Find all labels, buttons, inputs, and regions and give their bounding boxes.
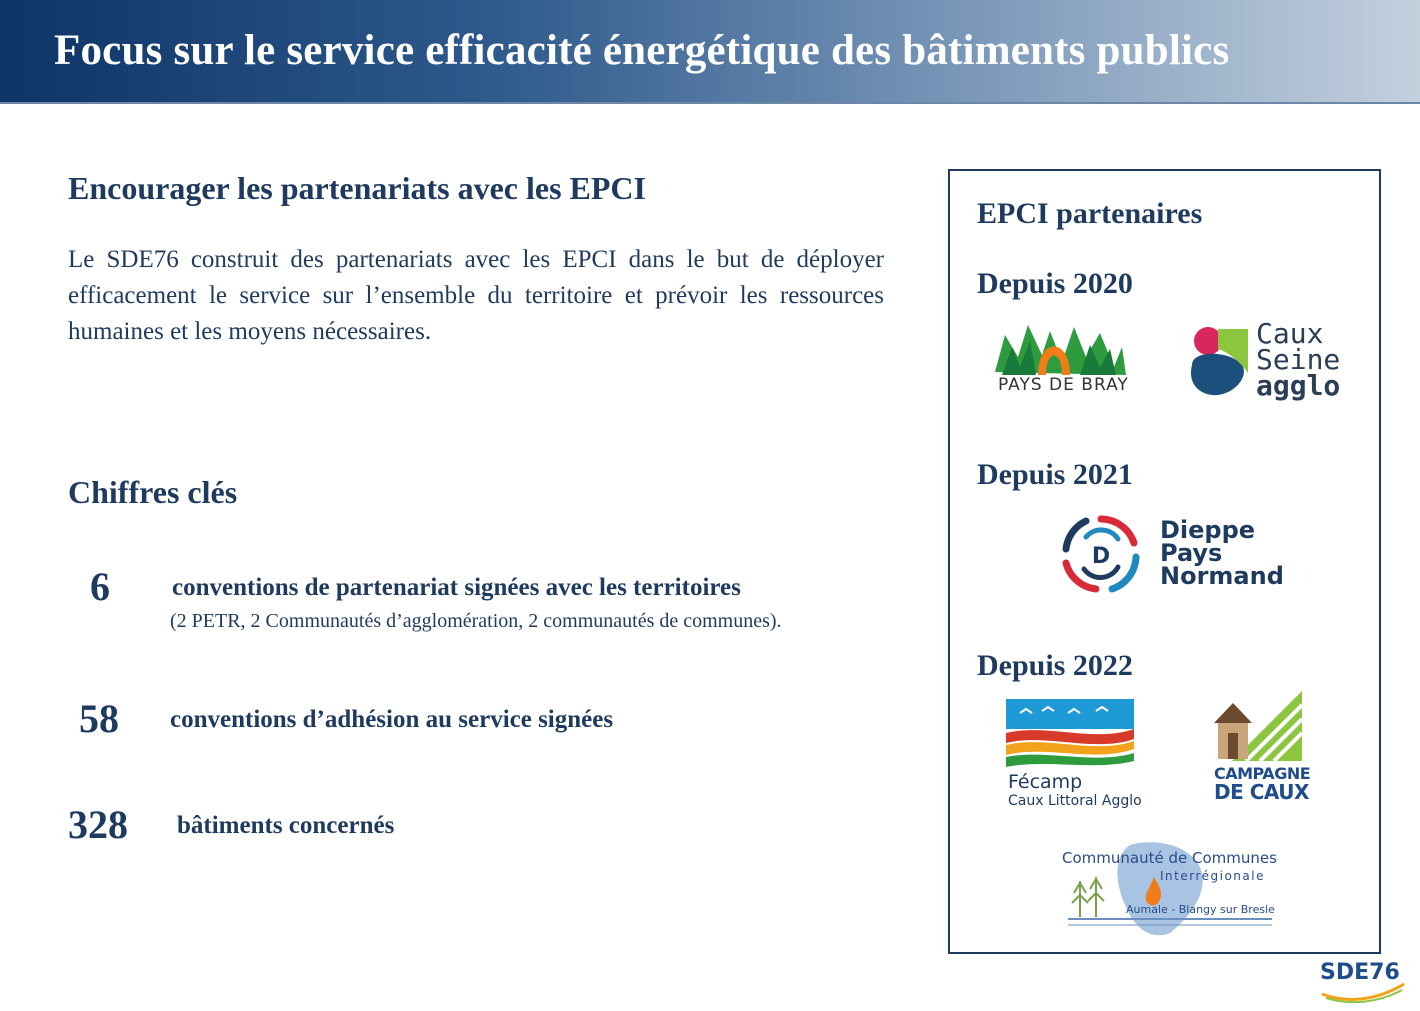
fecamp-caux-littoral-logo (1006, 699, 1156, 809)
caux-seine-mark (1182, 321, 1254, 401)
group-2020-label: Depuis 2020 (977, 267, 1133, 300)
stat-label: conventions d’adhésion au service signées (170, 706, 614, 733)
partners-title: EPCI partenaires (977, 197, 1203, 230)
dieppe-text: Dieppe Pays Normand (1160, 516, 1284, 590)
cc-interregionale-logo (1060, 837, 1280, 941)
stat-number: 328 (68, 802, 128, 847)
stat-detail: (2 PETR, 2 Communautés d’agglomération, 2 communautés de communes). (170, 610, 782, 632)
stat-label: conventions de partenariat signées avec les territoires (172, 574, 741, 601)
group-2022-label: Depuis 2022 (977, 649, 1133, 682)
caux-seine-text: Caux Seine agglo (1256, 317, 1341, 402)
svg-text:D: D (1091, 544, 1111, 569)
dieppe-pays-normand-logo (1056, 509, 1286, 601)
pays-de-bray-text: PAYS DE BRAY (998, 375, 1129, 395)
sde76-logo (1318, 960, 1408, 1004)
cc-interregionale-title: Communauté de Communes (1062, 849, 1277, 867)
header-banner (0, 0, 1420, 104)
fecamp-text: Fécamp (1008, 771, 1083, 793)
partners-box (948, 169, 1381, 954)
stat-number: 6 (90, 564, 110, 609)
sde76-text: SDE76 (1320, 960, 1400, 985)
pays-de-bray-logo (990, 317, 1130, 409)
fecamp-mark (1006, 699, 1134, 771)
group-2021-label: Depuis 2021 (977, 458, 1133, 491)
page-title: Focus sur le service efficacité énergétique des bâtiments publics (54, 27, 1230, 74)
dieppe-mark (1056, 509, 1146, 599)
cc-interregionale-subtitle: Interrégionale (1160, 869, 1265, 883)
campagne-de-caux-mark (1212, 685, 1302, 761)
caux-seine-agglo-logo (1182, 317, 1342, 405)
partnership-title: Encourager les partenariats avec les EPCI (68, 170, 646, 206)
campagne-de-caux-logo (1212, 685, 1311, 804)
cc-interregionale-towns: Aumale - Blangy sur Bresle (1126, 903, 1275, 916)
key-figures-title: Chiffres clés (68, 474, 238, 510)
stat-label: bâtiments concernés (177, 812, 395, 839)
stat-number: 58 (79, 696, 119, 741)
campagne-de-caux-text: CAMPAGNE DE CAUX (1214, 764, 1311, 804)
partnership-text: Le SDE76 construit des partenariats avec les EPCI dans le but de déployer efficacement le service sur l’ensemble du territoire et prévoir les ressources humaines et les moyens nécessaires. (68, 246, 884, 345)
fecamp-subtext: Caux Littoral Agglo (1008, 793, 1142, 809)
